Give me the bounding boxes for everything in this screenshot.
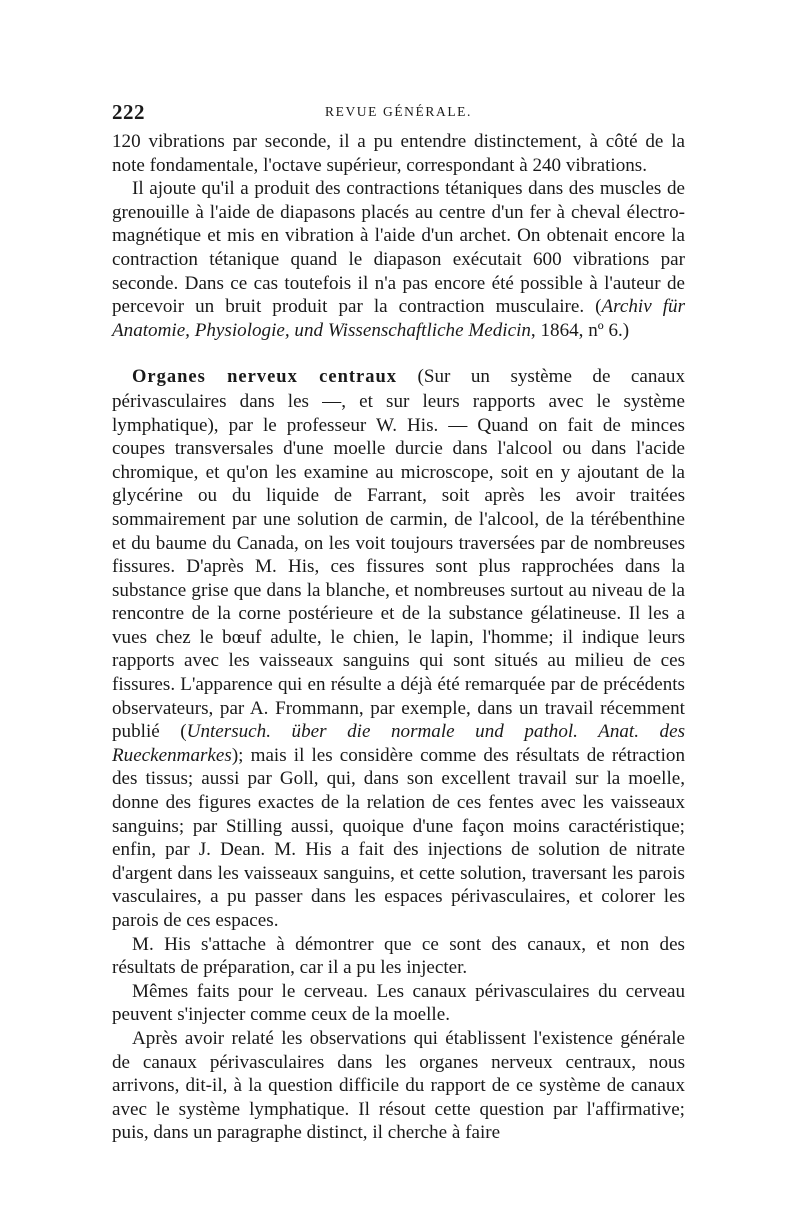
paragraph-3: [112, 365, 685, 932]
paragraph-4: M. His s'attache à démontrer que ce sont des canaux, et non des résultats de préparation, car il a pu les injecter.: [112, 933, 685, 979]
paragraph-3-part-b: ); mais il les considère comme des résultats de rétraction des tissus; aussi par Goll, qui, dans son excellent travail sur la moelle, donne des figures exactes de la relation de ces fentes avec les vaisseaux sanguins; par Stilling aussi, quoique d'une façon moins caractéristique; enfin, par J. Dean. M. His a fait des injections de solution de nitrate d'argent dans les vaisseaux sanguins, et cette solution, traversant les parois vasculaires, a pu passer dans les espaces périvasculaires, et colorer les parois de ces espaces.: [112, 744, 685, 931]
paragraph-2-text: Il ajoute qu'il a produit des contractions tétaniques dans des muscles de grenouille à l'aide de diapasons placés au centre d'un fer à cheval électro-magnétique et mis en vibration à l'aide d'un archet. On obtenait encore la contraction tétanique quand le diapason exécutait 600 vibrations par seconde. Dans ce cas toutefois il n'a pas encore été possible à l'auteur de percevoir un bruit produit par la contraction musculaire. (: [112, 178, 685, 318]
citation-frommann: Untersuch. über die normale und pathol. Anat. des Rueckenmarkes: [112, 721, 686, 766]
citation-archiv: Archiv für Anatomie, Physiologie, und Wissenschaftliche Medicin: [112, 296, 686, 341]
paragraph-1: 120 vibrations par seconde, il a pu entendre distinctement, à côté de la note fondamentale, l'octave supérieur, correspondant à 240 vibrations.: [112, 131, 685, 176]
running-head: REVUE GÉNÉRALE.: [325, 104, 472, 119]
body-text: [112, 130, 685, 1145]
paragraph-3-part-a: (Sur un système de canaux périvasculaires dans les —, et sur leurs rapports avec le système lymphatique), par le professeur W. His. — Quand on fait de minces coupes transversales d'une moelle durcie dans l'alcool ou dans l'acide chromique, et qu'on les examine au microscope, soit en y ajoutant de la glycérine ou du liquide de Farrant, soit après les avoir traitées sommairement par une solution de carmin, de l'alcool, de la térébenthine et du baume du Canada, on les voit toujours traversées par de nombreuses fissures. D'après M. His, ces fissures sont plus rapprochées dans la substance grise que dans la blanche, et nombreuses surtout au niveau de la rencontre de la corne postérieure et de la substance gélatineuse. Il les a vues chez le bœuf adulte, le chien, le lapin, l'homme; il indique leurs rapports avec les vaisseaux sanguins qui sont situés au milieu de ces fissures. L'apparence qui en résulte a déjà été remarquée par de précédents observateurs, par A. Frommann, par exemple, dans un travail récemment publié (: [112, 366, 685, 743]
paragraph-2-end: , 1864, nº 6.): [530, 319, 630, 341]
section-heading: Organes nerveux centraux: [132, 367, 398, 388]
page-header: [112, 100, 685, 128]
paragraph-5: Mêmes faits pour le cerveau. Les canaux périvasculaires du cerveau peuvent s'injecter comme ceux de la moelle.: [112, 980, 685, 1026]
paragraph-6: Après avoir relaté les observations qui établissent l'existence générale de canaux périvasculaires dans les organes nerveux centraux, nous arrivons, dit-il, à la question difficile du rapport de ce système de canaux avec le système lymphatique. Il résout cette question par l'affirmative; puis, dans un paragraphe distinct, il cherche à faire: [112, 1027, 685, 1144]
paragraph-2: [112, 177, 685, 342]
page-number: 222: [112, 100, 145, 124]
